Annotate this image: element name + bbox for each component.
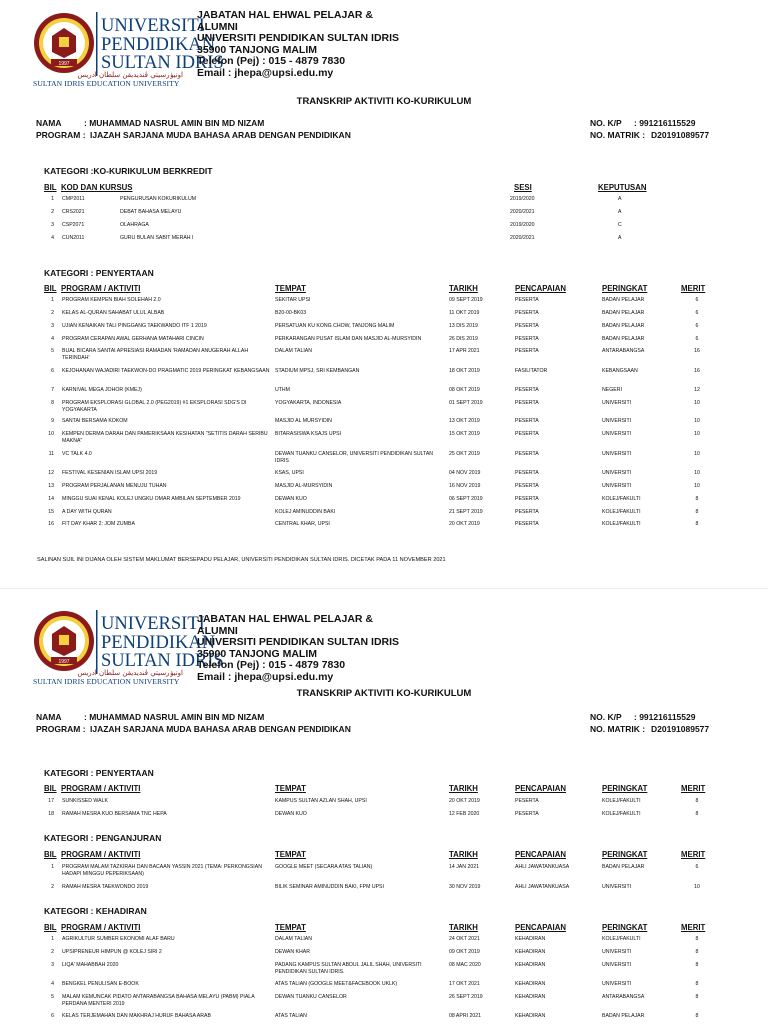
cell-prog: KELAS AL-QURAN SAHABAT ULUL ALBAB xyxy=(62,310,165,316)
cell-kep: A xyxy=(618,196,622,202)
nokp-label: NO. K/P xyxy=(590,118,622,128)
cell-no: 1 xyxy=(51,936,54,942)
cell-mer: 6 xyxy=(695,323,699,329)
cell-per: UNIVERSITI xyxy=(602,981,632,987)
cell-tem: KAMPUS SULTAN AZLAN SHAH, UPSI xyxy=(275,798,367,804)
cell-tar: 16 NOV 2019 xyxy=(449,483,481,489)
cell-no: 13 xyxy=(48,483,54,489)
cell-pen: PESERTA xyxy=(515,811,539,817)
cell-per: KOLEJ/FAKULTI xyxy=(602,509,641,515)
cell-mer: 8 xyxy=(695,994,699,1000)
svg-text:PENDIDIKAN: PENDIDIKAN xyxy=(101,633,216,653)
cell-per: KEBANGSAAN xyxy=(602,368,638,374)
cell-mer: 8 xyxy=(695,496,699,502)
cell-mer: 6 xyxy=(695,297,699,303)
cell-tar: 26 DIS 2019 xyxy=(449,336,478,342)
cell-per: KOLEJ/FAKULTI xyxy=(602,798,641,804)
cell-mer: 8 xyxy=(695,936,699,942)
cell-prog: KEMPEN DERMA DARAH DAN PAMERIKSAAN KESIHATAN "SETITIS DARAH SERIBU MAKNA" xyxy=(62,431,268,444)
nokp-value: : 991216115529 xyxy=(634,712,696,722)
cell-no: 4 xyxy=(51,336,54,342)
cell-pen: KEHADIRAN xyxy=(515,1013,546,1019)
cell-prog: BUAL BICARA SANTAI APRESIASI RAMADAN 'RAMADAN ANUGERAH ALLAH TERINDAH' xyxy=(62,348,249,361)
cell-mer: 8 xyxy=(695,949,699,955)
nomatrik-value: D20191089577 xyxy=(651,130,710,140)
cell-no: 1 xyxy=(51,864,54,870)
cell-no: 4 xyxy=(51,235,54,241)
svg-text:UNIVERSITI: UNIVERSITI xyxy=(101,16,205,36)
cell-tar: 30 NOV 2019 xyxy=(449,884,481,890)
cell-tar: 04 NOV 2019 xyxy=(449,470,481,476)
cell-per: BADAN PELAJAR xyxy=(602,1013,645,1019)
upsi-seal-icon xyxy=(33,608,224,677)
cell-tem: CENTRAL KHAR, UPSI xyxy=(275,521,330,527)
cell-per: UNIVERSITI xyxy=(602,470,632,476)
cell-pen: PESERTA xyxy=(515,297,539,303)
cell-per: BADAN PELAJAR xyxy=(602,323,645,329)
cell-tar: 09 OKT 2019 xyxy=(449,949,480,955)
cell-tem: DEWAN KHAR xyxy=(275,949,310,955)
cell-per: UNIVERSITI xyxy=(602,483,632,489)
cell-mer: 10 xyxy=(694,483,700,489)
cell-prog: UPSIPRENEUR HIMPUN @ KOLEJ SIRI 2 xyxy=(62,949,162,955)
cell-mer: 8 xyxy=(695,811,699,817)
cell-tar: 24 OKT 2021 xyxy=(449,936,480,942)
cell-per: UNIVERSITI xyxy=(602,451,632,457)
section-title-kredit: KATEGORI :KO-KURIKULUM BERKREDIT xyxy=(44,166,213,176)
cell-no: 2 xyxy=(51,949,54,955)
upsi-logo: 1997 UNIVERSITI PENDIDIKAN SULTAN IDRIS اونيۏرسيتي ڤنديديقن سلطان ادريس SULTAN IDRIS EDUCATION UNIVERSITY xyxy=(33,10,185,90)
nokp-label: NO. K/P xyxy=(590,712,622,722)
cell-pen: PESERTA xyxy=(515,798,539,804)
cell-per: UNIVERSITI xyxy=(602,949,632,955)
cell-tem: DEWAN TUANKU CANSELOR xyxy=(275,994,347,1000)
svg-text:SULTAN IDRIS: SULTAN IDRIS xyxy=(101,651,224,671)
program-label: PROGRAM : xyxy=(36,130,86,140)
cell-tem: DEWAN KUO xyxy=(275,496,307,502)
cell-prog: RAMAH MESRA KUO BERSAMA TNC HEPA xyxy=(62,811,167,817)
section-title-penganjuran: KATEGORI : PENGANJURAN xyxy=(44,833,162,843)
cell-per: ANTARABANGSA xyxy=(602,348,645,354)
cell-prog: A DAY WITH QURAN xyxy=(62,509,112,515)
cell-prog: PROGRAM MALAM TAZKIRAH DAN BACAAN YASSIN 2021 (TEMA: PERKONGSIAN HADAPI MINGGU PEPERIKSAAN) xyxy=(62,864,262,877)
cell-prog: MALAM KEMUNCAK PIDATO ANTARABANGSA BAHASA MELAYU (PABM) PIALA PERDANA MENTERI 2019 xyxy=(62,994,255,1007)
cell-no: 16 xyxy=(48,521,54,527)
cell-prog: PROGRAM CERAPAN AWAL GERHANA MATAHARI CINCIN xyxy=(62,336,204,342)
cell-tar: 21 SEPT 2019 xyxy=(449,509,483,515)
cell-per: BADAN PELAJAR xyxy=(602,297,645,303)
transcript-page-1: 1997 UNIVERSITI PENDIDIKAN SULTAN IDRIS اونيۏرسيتي ڤنديديقن سلطان ادريس SULTAN IDRIS EDUCATION UNIVERSITY JABATAN HAL EHWAL PELAJAR & ALUMNI UNIVERSITI PENDIDIKAN SULTAN IDRIS 35900 TANJONG MALIM Telefon (Pej) : 015 - 4879 7830 Email : jhepa@upsi.edu.my TRANSKRIP AKTIVITI KO-KURIKULUM NAMA : MUHAMMAD NASRUL AMIN BIN MD NIZAM PROGRAM : IJAZAH SARJANA MUDA BAHASA ARAB DENGAN PENDIDIKAN NO. K/P : 991216115529 NO. MATRIK : D20191089577 KATEGORI :KO-KURIKULUM BERKREDIT BIL KOD DAN KURSUS SESI KEPUTUSAN 1 CMP2011 PENGURUSAN KOKURIKULUM 2019/2020 A 2 CRS2021 DEBAT BAHASA MELAYU 2020/2021 A 3 CSP2071 OLAHRAGA 2019/2020 C 4 CUN2011 GURU BULAN SABIT MERAH I 2020/2021 A KATEGORI : PENYERTAAN BIL PROGRAM / AKTIVITI TEMPAT TARIKH PENCAPAIAN PERINGKAT MERIT 1 PROGRAM KEMPEN BIAH SOLEHAH 2.0 SEKITAR UPSI 09 SEPT 2019 PESERTA BADAN PELAJAR 6 2 KELAS AL-QURAN SAHABAT ULUL ALBAB B20-00-BK03 11 OKT 2019 PESERTA BADAN PELAJAR 6 3 UJIAN KENAIKAN TALI PINGGANG TAEKWANDO ITF 1 2019 PERSATUAN KU KONG CHOW, TANJONG MALIM 13 DIS 2019 PESERTA BADAN PELAJAR 6 4 PROGRAM CERAPAN AWAL GERHANA MATAHARI CINCIN PERKARANGAN PUSAT ISLAM DAN MASJID AL-MURSYIDIN 26 DIS 2019 PESERTA BADAN PELAJAR 6 5 BUAL BICARA SANTAI APRESIASI RAMADAN 'RAMADAN ANUGERAH ALLAH TERINDAH' DALAM TALIAN 17 APR 2021 PESERTA ANTARABANGSA 16 6 KEJOHANAN WAJADIRI TAEKWON-DO PRAGMATIC 2019 PERINGKAT KEBANGSAAN STADIUM MPSJ, SRI KEMBANGAN 18 OKT 2019 FASILITATOR KEBANGSAAN 16 7 KARNIVAL MEGA JOHOR (KMEJ) UTHM 08 OKT 2019 PESERTA NEGERI 12 8 PROGRAM EKSPLORASI GLOBAL 2.0 (PEG2019) #1 EKSPLORASI SDG'S DI YOGYAKARTA YOGYAKARTA, INDONESIA 01 SEPT 2019 PESERTA UNIVERSITI 10 9 SANTAI BERSAMA KOKOM MASJID AL MURSYIDIN 13 OKT 2019 PESERTA UNIVERSITI 10 10 KEMPEN DERMA DARAH DAN PAMERIKSAAN KESIHATAN "SETITIS DARAH SERIBU MAKNA" BITARASISWA KSAJS UPSI 15 OKT 2019 PESERTA UNIVERSITI 10 11 VC TALK 4.0 DEWAN TUANKU CANSELOR, UNIVERSITI PENDIDIKAN SULTAN IDRIS 25 OKT 2019 PESERTA UNIVERSITI 10 12 FESTIVAL KESENIAN ISLAM UPSI 2019 KSAS, UPSI 04 NOV 2019 PESERTA UNIVERSITI 10 13 PROGRAM PERJALANAN MENUJU TUHAN MASJID AL-MURSYIDIN 16 NOV 2019 PESERTA UNIVERSITI 10 14 MINGGU SUAI KENAL KOLEJ UNGKU OMAR AMBILAN SEPTEMBER 2019 DEWAN KUO 06 SEPT 2019 PESERTA KOLEJ/FAKULTI 8 15 A DAY WITH QURAN KOLEJ AMINUDDIN BAKI 21 SEPT 2019 PESERTA KOLEJ/FAKULTI 8 16 FIT DAY KHAR 2: JOM ZUMBA CENTRAL KHAR, UPSI 20 OKT 2019 PESERTA KOLEJ/FAKULTI 8 SALINAN SIJIL INI DIJANA OLEH SISTEM MAKLUMAT BERSEPADU PELAJAR, UNIVERSITI PENDIDIKAN SULTAN IDRIS. DICETAK PADA 11 NOVEMBER 2021 xyxy=(0,0,768,590)
footer-note: SALINAN SIJIL INI DIJANA OLEH SISTEM MAKLUMAT BERSEPADU PELAJAR, UNIVERSITI PENDIDIKAN SULTAN IDRIS. DICETAK PADA 11 NOVEMBER 2021 xyxy=(37,557,446,563)
cell-pen: PESERTA xyxy=(515,387,539,393)
cell-mer: 10 xyxy=(694,884,700,890)
cell-pen: PESERTA xyxy=(515,483,539,489)
cell-tem: UTHM xyxy=(275,387,290,393)
cell-mer: 8 xyxy=(695,962,699,968)
cell-pen: AHLI JAWATANKUASA xyxy=(515,884,570,890)
cell-tem: KOLEJ AMINUDDIN BAKI xyxy=(275,509,336,515)
cell-kod: CMP2011 xyxy=(62,196,85,202)
cell-tar: 17 APR 2021 xyxy=(449,348,480,354)
cell-prog: SANTAI BERSAMA KOKOM xyxy=(62,418,128,424)
cell-prog: PROGRAM KEMPEN BIAH SOLEHAH 2.0 xyxy=(62,297,161,303)
cell-tem: PERKARANGAN PUSAT ISLAM DAN MASJID AL-MURSYIDIN xyxy=(275,336,422,342)
cell-prog: UJIAN KENAIKAN TALI PINGGANG TAEKWANDO ITF 1 2019 xyxy=(62,323,207,329)
cell-pen: PESERTA xyxy=(515,509,539,515)
cell-mer: 10 xyxy=(694,400,700,406)
cell-tar: 12 FEB 2020 xyxy=(449,811,480,817)
page-separator xyxy=(0,588,768,589)
cell-tar: 01 SEPT 2019 xyxy=(449,400,483,406)
cell-sesi: 2019/2020 xyxy=(510,222,535,228)
cell-no: 7 xyxy=(51,387,54,393)
cell-tem: MASJID AL-MURSYIDIN xyxy=(275,483,333,489)
cell-no: 2 xyxy=(51,310,54,316)
cell-tem: ATAS TALIAN xyxy=(275,1013,307,1019)
cell-per: UNIVERSITI xyxy=(602,884,632,890)
svg-text:اونيۏرسيتي ڤنديديقن سلطان ادري: اونيۏرسيتي ڤنديديقن سلطان ادريس xyxy=(77,71,183,79)
cell-per: KOLEJ/FAKULTI xyxy=(602,521,641,527)
cell-no: 14 xyxy=(48,496,54,502)
cell-prog: BENGKEL PENULISAN E-BOOK xyxy=(62,981,139,987)
cell-tem: YOGYAKARTA, INDONESIA xyxy=(275,400,342,406)
cell-pen: PESERTA xyxy=(515,348,539,354)
cell-kur: GURU BULAN SABIT MERAH I xyxy=(120,235,194,241)
cell-sesi: 2020/2021 xyxy=(510,235,535,241)
cell-mer: 10 xyxy=(694,418,700,424)
cell-pen: KEHADIRAN xyxy=(515,994,546,1000)
cell-tem: PERSATUAN KU KONG CHOW, TANJONG MALIM xyxy=(275,323,395,329)
cell-kep: A xyxy=(618,235,622,241)
cell-prog: AGRIKULTUR SUMBER EKONOMI ALAF BARU xyxy=(62,936,175,942)
cell-kur: DEBAT BAHASA MELAYU xyxy=(120,209,182,215)
cell-tar: 20 OKT 2019 xyxy=(449,798,480,804)
cell-no: 8 xyxy=(51,400,54,406)
cell-pen: KEHADIRAN xyxy=(515,981,546,987)
nokp-value: : 991216115529 xyxy=(634,118,696,128)
cell-prog: FIT DAY KHAR 2: JOM ZUMBA xyxy=(62,521,135,527)
cell-no: 9 xyxy=(51,418,54,424)
nomatrik-label: NO. MATRIK : xyxy=(590,724,646,734)
svg-text:اونيۏرسيتي ڤنديديقن سلطان ادري: اونيۏرسيتي ڤنديديقن سلطان ادريس xyxy=(77,669,183,677)
cell-mer: 10 xyxy=(694,451,700,457)
cell-tar: 17 OKT 2021 xyxy=(449,981,480,987)
cell-mer: 12 xyxy=(694,387,700,393)
cell-per: BADAN PELAJAR xyxy=(602,864,645,870)
cell-tar: 09 SEPT 2019 xyxy=(449,297,483,303)
cell-no: 12 xyxy=(48,470,54,476)
cell-tar: 11 OKT 2019 xyxy=(449,310,480,316)
cell-pen: KEHADIRAN xyxy=(515,949,546,955)
cell-mer: 8 xyxy=(695,521,699,527)
transcript-page-2: 1997 UNIVERSITI PENDIDIKAN SULTAN IDRIS اونيۏرسيتي ڤنديديقن سلطان ادريس SULTAN IDRIS EDUCATION UNIVERSITY JABATAN HAL EHWAL PELAJAR & ALUMNI UNIVERSITI PENDIDIKAN SULTAN IDRIS 35900 TANJONG MALIM Telefon (Pej) : 015 - 4879 7830 Email : jhepa@upsi.edu.my TRANSKRIP AKTIVITI KO-KURIKULUM NAMA : MUHAMMAD NASRUL AMIN BIN MD NIZAM PROGRAM : IJAZAH SARJANA MUDA BAHASA ARAB DENGAN PENDIDIKAN NO. K/P : 991216115529 NO. MATRIK : D20191089577 KATEGORI : PENYERTAAN BIL PROGRAM / AKTIVITI TEMPAT TARIKH PENCAPAIAN PERINGKAT MERIT 17 SUNKISSED WALK KAMPUS SULTAN AZLAN SHAH, UPSI 20 OKT 2019 PESERTA KOLEJ/FAKULTI 8 18 RAMAH MESRA KUO BERSAMA TNC HEPA DEWAN KUO 12 FEB 2020 PESERTA KOLEJ/FAKULTI 8 KATEGORI : PENGANJURAN BIL PROGRAM / AKTIVITI TEMPAT TARIKH PENCAPAIAN PERINGKAT MERIT 1 PROGRAM MALAM TAZKIRAH DAN BACAAN YASSIN 2021 (TEMA: PERKONGSIAN HADAPI MINGGU PEPERIKSAAN) GOOGLE MEET (SECARA ATAS TALIAN) 14 JAN 2021 AHLI JAWATANKUASA BADAN PELAJAR 6 2 RAMAH MESRA TAEKWONDO 2019 BILIK SEMINAR AMINUDDIN BAKI, FPM UPSI 30 NOV 2019 AHLI JAWATANKUASA UNIVERSITI 10 KATEGORI : KEHADIRAN BIL PROGRAM / AKTIVITI TEMPAT TARIKH PENCAPAIAN PERINGKAT MERIT 1 AGRIKULTUR SUMBER EKONOMI ALAF BARU DALAM TALIAN 24 OKT 2021 KEHADIRAN KOLEJ/FAKULTI 8 2 UPSIPRENEUR HIMPUN @ KOLEJ SIRI 2 DEWAN KHAR 09 OKT 2019 KEHADIRAN UNIVERSITI 8 3 LIQA' MAHABBAH 2020 PADANG KAMPUS SULTAN ABDUL JALIL SHAH, UNIVERSITI PENDIDIKAN SULTAN IDRIS. 08 MAC 2020 KEHADIRAN UNIVERSITI 8 4 BENGKEL PENULISAN E-BOOK ATAS TALIAN (GOOGLE MEET&FACEBOOK UKLK) 17 OKT 2021 KEHADIRAN UNIVERSITI 8 5 MALAM KEMUNCAK PIDATO ANTARABANGSA BAHASA MELAYU (PABM) PIALA PERDANA MENTERI 2019 DEWAN TUANKU CANSELOR 26 SEPT 2019 KEHADIRAN ANTARABANGSA 8 6 KELAS TERJEMAHAN DAN MAKHRAJ HURUF BAHASA ARAB ATAS TALIAN 08 APRI 2021 KEHADIRAN BADAN PELAJAR 8 xyxy=(0,590,768,1024)
cell-tem: KSAS, UPSI xyxy=(275,470,304,476)
cell-per: UNIVERSITI xyxy=(602,431,632,437)
upsi-seal-icon xyxy=(33,10,224,79)
cell-tem: GOOGLE MEET (SECARA ATAS TALIAN) xyxy=(275,864,373,870)
cell-sesi: 2019/2020 xyxy=(510,196,535,202)
cell-kep: A xyxy=(618,209,622,215)
cell-pen: PESERTA xyxy=(515,400,539,406)
cell-no: 5 xyxy=(51,348,54,354)
cell-pen: PESERTA xyxy=(515,431,539,437)
svg-text:1997: 1997 xyxy=(58,61,70,67)
cell-prog: KARNIVAL MEGA JOHOR (KMEJ) xyxy=(62,387,142,393)
cell-pen: AHLI JAWATANKUASA xyxy=(515,864,570,870)
cell-tar: 06 SEPT 2019 xyxy=(449,496,483,502)
cell-no: 3 xyxy=(51,222,54,228)
cell-tem: ATAS TALIAN (GOOGLE MEET&FACEBOOK UKLK) xyxy=(275,981,398,987)
cell-kur: OLAHRAGA xyxy=(120,222,149,228)
cell-mer: 10 xyxy=(694,470,700,476)
cell-prog: PROGRAM PERJALANAN MENUJU TUHAN xyxy=(62,483,167,489)
cell-no: 18 xyxy=(48,811,54,817)
cell-sesi: 2020/2021 xyxy=(510,209,535,215)
cell-pen: PESERTA xyxy=(515,451,539,457)
cell-no: 3 xyxy=(51,323,54,329)
cell-prog: MINGGU SUAI KENAL KOLEJ UNGKU OMAR AMBILAN SEPTEMBER 2019 xyxy=(62,496,241,502)
cell-no: 4 xyxy=(51,981,54,987)
cell-tem: SEKITAR UPSI xyxy=(275,297,311,303)
cell-prog: FESTIVAL KESENIAN ISLAM UPSI 2019 xyxy=(62,470,158,476)
cell-pen: FASILITATOR xyxy=(515,368,548,374)
cell-no: 2 xyxy=(51,209,54,215)
cell-pen: PESERTA xyxy=(515,418,539,424)
program-value: IJAZAH SARJANA MUDA BAHASA ARAB DENGAN PENDIDIKAN xyxy=(90,724,351,734)
cell-tar: 20 OKT 2019 xyxy=(449,521,480,527)
cell-tar: 13 OKT 2019 xyxy=(449,418,480,424)
cell-per: BADAN PELAJAR xyxy=(602,310,645,316)
org-address: JABATAN HAL EHWAL PELAJAR & ALUMNI UNIVERSITI PENDIDIKAN SULTAN IDRIS 35900 TANJONG MALIM Telefon (Pej) : 015 - 4879 7830 Email : jhepa@upsi.edu.my xyxy=(197,9,400,79)
cell-pen: PESERTA xyxy=(515,470,539,476)
cell-no: 6 xyxy=(51,368,54,374)
cell-tar: 13 DIS 2019 xyxy=(449,323,478,329)
cell-no: 2 xyxy=(51,884,54,890)
cell-mer: 8 xyxy=(695,1013,699,1019)
cell-mer: 16 xyxy=(694,348,700,354)
nama-value: : MUHAMMAD NASRUL AMIN BIN MD NIZAM xyxy=(84,118,265,128)
cell-pen: PESERTA xyxy=(515,521,539,527)
nama-label: NAMA xyxy=(36,712,62,722)
cell-per: NEGERI xyxy=(602,387,622,393)
cell-tar: 26 SEPT 2019 xyxy=(449,994,483,1000)
section-title-kehadiran: KATEGORI : KEHADIRAN xyxy=(44,906,147,916)
nama-label: NAMA xyxy=(36,118,62,128)
cell-tar: 14 JAN 2021 xyxy=(449,864,479,870)
cell-pen: PESERTA xyxy=(515,323,539,329)
cell-kod: CUN2011 xyxy=(62,235,85,241)
upsi-logo: 1997 UNIVERSITI PENDIDIKAN SULTAN IDRIS اونيۏرسيتي ڤنديديقن سلطان ادريس SULTAN IDRIS EDUCATION UNIVERSITY xyxy=(33,608,185,688)
cell-kod: CRS2021 xyxy=(62,209,85,215)
org-address: JABATAN HAL EHWAL PELAJAR & ALUMNI UNIVERSITI PENDIDIKAN SULTAN IDRIS 35900 TANJONG MALIM Telefon (Pej) : 015 - 4879 7830 Email : jhepa@upsi.edu.my xyxy=(197,613,400,683)
cell-kod: CSP2071 xyxy=(62,222,85,228)
cell-pen: KEHADIRAN xyxy=(515,962,546,968)
nomatrik-value: D20191089577 xyxy=(651,724,710,734)
cell-per: KOLEJ/FAKULTI xyxy=(602,936,641,942)
cell-tem: MASJID AL MURSYIDIN xyxy=(275,418,332,424)
cell-kur: PENGURUSAN KOKURIKULUM xyxy=(120,196,197,202)
cell-per: UNIVERSITI xyxy=(602,962,632,968)
cell-tar: 08 OKT 2019 xyxy=(449,387,480,393)
cell-per: KOLEJ/FAKULTI xyxy=(602,496,641,502)
cell-per: KOLEJ/FAKULTI xyxy=(602,811,641,817)
cell-no: 15 xyxy=(48,509,54,515)
cell-pen: PESERTA xyxy=(515,336,539,342)
svg-text:SULTAN IDRIS: SULTAN IDRIS xyxy=(101,53,224,73)
nama-value: : MUHAMMAD NASRUL AMIN BIN MD NIZAM xyxy=(84,712,265,722)
cell-per: ANTARABANGSA xyxy=(602,994,645,1000)
cell-mer: 8 xyxy=(695,509,699,515)
cell-prog: RAMAH MESRA TAEKWONDO 2019 xyxy=(62,884,149,890)
transcript-title: TRANSKRIP AKTIVITI KO-KURIKULUM xyxy=(296,688,472,699)
cell-tem: DALAM TALIAN xyxy=(275,936,312,942)
cell-tem: DALAM TALIAN xyxy=(275,348,312,354)
cell-pen: KEHADIRAN xyxy=(515,936,546,942)
cell-mer: 6 xyxy=(695,336,699,342)
cell-tem: BILIK SEMINAR AMINUDDIN BAKI, FPM UPSI xyxy=(275,884,384,890)
section-title-penyertaan: KATEGORI : PENYERTAAN xyxy=(44,268,154,278)
cell-no: 5 xyxy=(51,994,54,1000)
cell-mer: 16 xyxy=(694,368,700,374)
svg-text:UNIVERSITI: UNIVERSITI xyxy=(101,614,205,634)
svg-text:1997: 1997 xyxy=(58,659,70,665)
cell-mer: 6 xyxy=(695,310,699,316)
cell-tar: 18 OKT 2019 xyxy=(449,368,480,374)
cell-prog: VC TALK 4.0 xyxy=(62,451,92,457)
cell-tem: PADANG KAMPUS SULTAN ABDUL JALIL SHAH, UNIVERSITI PENDIDIKAN SULTAN IDRIS. xyxy=(275,962,422,975)
cell-tem: B20-00-BK03 xyxy=(275,310,307,316)
cell-prog: LIQA' MAHABBAH 2020 xyxy=(62,962,119,968)
cell-no: 17 xyxy=(48,798,54,804)
cell-prog: KEJOHANAN WAJADIRI TAEKWON-DO PRAGMATIC 2019 PERINGKAT KEBANGSAAN xyxy=(62,368,270,374)
cell-mer: 8 xyxy=(695,798,699,804)
cell-tar: 08 MAC 2020 xyxy=(449,962,481,968)
cell-mer: 10 xyxy=(694,431,700,437)
cell-per: UNIVERSITI xyxy=(602,400,632,406)
cell-tar: 15 OKT 2019 xyxy=(449,431,480,437)
cell-mer: 8 xyxy=(695,981,699,987)
program-value: IJAZAH SARJANA MUDA BAHASA ARAB DENGAN PENDIDIKAN xyxy=(90,130,351,140)
cell-tem: BITARASISWA KSAJS UPSI xyxy=(275,431,342,437)
cell-tar: 08 APRI 2021 xyxy=(449,1013,482,1019)
nomatrik-label: NO. MATRIK : xyxy=(590,130,646,140)
program-label: PROGRAM : xyxy=(36,724,86,734)
cell-mer: 6 xyxy=(695,864,699,870)
cell-prog: PROGRAM EKSPLORASI GLOBAL 2.0 (PEG2019) #1 EKSPLORASI SDG'S DI YOGYAKARTA xyxy=(62,400,247,413)
cell-no: 11 xyxy=(48,451,54,457)
svg-text:PENDIDIKAN: PENDIDIKAN xyxy=(101,35,216,55)
cell-tar: 25 OKT 2019 xyxy=(449,451,480,457)
cell-tem: DEWAN KUO xyxy=(275,811,307,817)
transcript-title: TRANSKRIP AKTIVITI KO-KURIKULUM xyxy=(296,96,472,107)
cell-no: 10 xyxy=(48,431,54,437)
cell-per: UNIVERSITI xyxy=(602,418,632,424)
cell-no: 1 xyxy=(51,297,54,303)
cell-no: 6 xyxy=(51,1013,54,1019)
cell-tem: DEWAN TUANKU CANSELOR, UNIVERSITI PENDIDIKAN SULTAN IDRIS xyxy=(275,451,434,464)
cell-pen: PESERTA xyxy=(515,310,539,316)
cell-per: BADAN PELAJAR xyxy=(602,336,645,342)
cell-tem: STADIUM MPSJ, SRI KEMBANGAN xyxy=(275,368,360,374)
cell-prog: KELAS TERJEMAHAN DAN MAKHRAJ HURUF BAHASA ARAB xyxy=(62,1013,211,1019)
section-title-penyertaan: KATEGORI : PENYERTAAN xyxy=(44,768,154,778)
cell-kep: C xyxy=(618,222,622,228)
cell-pen: PESERTA xyxy=(515,496,539,502)
cell-prog: SUNKISSED WALK xyxy=(62,798,108,804)
cell-no: 1 xyxy=(51,196,54,202)
cell-no: 3 xyxy=(51,962,54,968)
